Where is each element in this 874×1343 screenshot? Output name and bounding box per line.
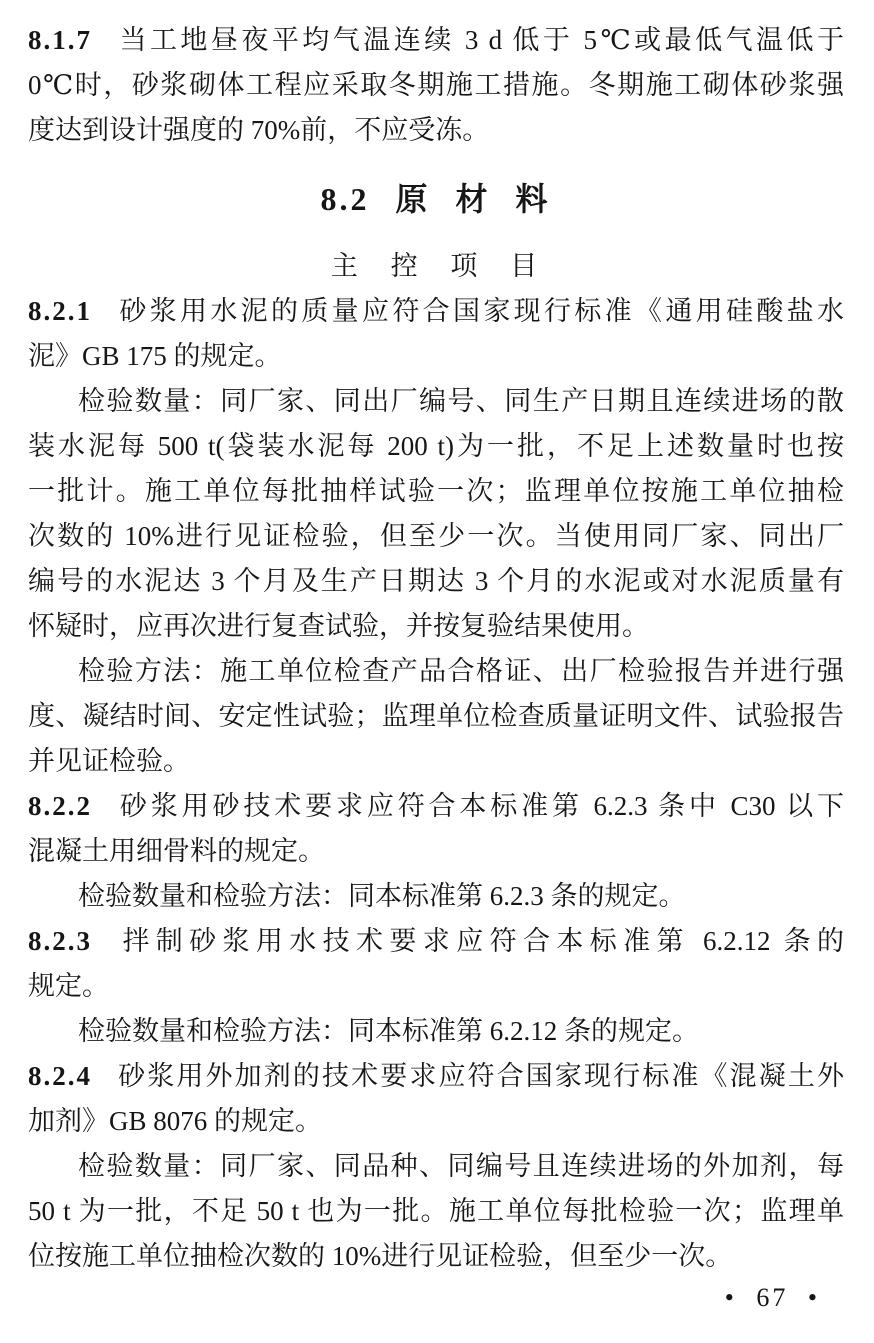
paragraph-last-line: 检验数量和检验方法：同本标准第 6.2.3 条的规定。	[78, 881, 686, 911]
clause-last-line: 规定。	[28, 971, 109, 1001]
paragraph-line: 次数的 10%进行见证检验，但至少一次。当使用同厂家、同出厂	[28, 521, 844, 551]
clause-first-line	[28, 919, 844, 964]
clause-last-line: 加剂》GB 8076 的规定。	[28, 1106, 323, 1136]
paragraph-line: 一批计。施工单位每批抽样试验一次；监理单位按施工单位抽检	[28, 476, 844, 506]
paragraph-inspection-sand	[28, 874, 844, 919]
paragraph-line: 50 t 为一批，不足 50 t 也为一批。施工单位每批检验一次；监理单	[28, 1196, 844, 1226]
paragraph-inspection-quantity-admixture	[28, 1144, 844, 1279]
clause-8-2-1	[28, 289, 844, 379]
paragraph-line: 度、凝结时间、安定性试验；监理单位检查质量证明文件、试验报告	[28, 701, 844, 731]
clause-8-2-2	[28, 784, 844, 874]
paragraph-line: 检验方法：施工单位检查产品合格证、出厂检验报告并进行强	[78, 656, 844, 686]
paragraph-line: 检验数量：同厂家、同品种、同编号且连续进场的外加剂，每	[78, 1151, 844, 1181]
paragraph-last-line: 并见证检验。	[28, 746, 190, 776]
paragraph-inspection-quantity-cement	[28, 379, 844, 649]
clause-text: 砂浆用砂技术要求应符合本标准第 6.2.3 条中 C30 以下	[116, 791, 844, 821]
clause-number: 8.2.4	[28, 1061, 92, 1091]
clause-last-line: 混凝土用细骨料的规定。	[28, 836, 325, 866]
clause-number: 8.2.3	[28, 926, 92, 956]
paragraph-last-line: 位按施工单位抽检次数的 10%进行见证检验，但至少一次。	[28, 1241, 733, 1271]
subsection-heading-master-control-items: 主 控 项 目	[330, 251, 542, 281]
clause-text: 砂浆用水泥的质量应符合国家现行标准《通用硅酸盐水	[116, 296, 844, 326]
clause-8-2-3	[28, 919, 844, 1009]
section-heading-title: 原 材 料	[395, 181, 552, 217]
clause-first-line	[28, 18, 844, 63]
paragraph-inspection-water	[28, 1009, 844, 1054]
clause-last-line: 泥》GB 175 的规定。	[28, 341, 282, 371]
paragraph-inspection-method-cement	[28, 649, 844, 784]
clause-8-2-4	[28, 1054, 844, 1144]
page-number: • 67 •	[724, 1283, 820, 1312]
clause-line: 0℃时，砂浆砌体工程应采取冬期施工措施。冬期施工砌体砂浆强	[28, 70, 844, 100]
clause-number: 8.1.7	[28, 25, 92, 55]
clause-text: 拌制砂浆用水技术要求应符合本标准第 6.2.12 条的	[116, 926, 844, 956]
clause-last-line: 度达到设计强度的 70%前，不应受冻。	[28, 115, 490, 145]
clause-number: 8.2.2	[28, 791, 92, 821]
clause-8-1-7	[28, 18, 844, 153]
section-heading	[28, 177, 844, 222]
clause-text: 当工地昼夜平均气温连续 3 d 低于 5℃或最低气温低于	[116, 25, 844, 55]
section-heading-number: 8.2	[320, 181, 370, 217]
clause-first-line	[28, 289, 844, 334]
paragraph-last-line: 检验数量和检验方法：同本标准第 6.2.12 条的规定。	[78, 1016, 699, 1046]
clause-number: 8.2.1	[28, 296, 92, 326]
clause-text: 砂浆用外加剂的技术要求应符合国家现行标准《混凝土外	[116, 1061, 844, 1091]
paragraph-line: 编号的水泥达 3 个月及生产日期达 3 个月的水泥或对水泥质量有	[28, 566, 844, 596]
paragraph-line: 装水泥每 500 t(袋装水泥每 200 t)为一批，不足上述数量时也按	[28, 431, 844, 461]
clause-first-line	[28, 784, 844, 829]
clause-first-line	[28, 1054, 844, 1099]
paragraph-last-line: 怀疑时，应再次进行复查试验，并按复验结果使用。	[28, 611, 649, 641]
paragraph-line: 检验数量：同厂家、同出厂编号、同生产日期且连续进场的散	[78, 386, 844, 416]
